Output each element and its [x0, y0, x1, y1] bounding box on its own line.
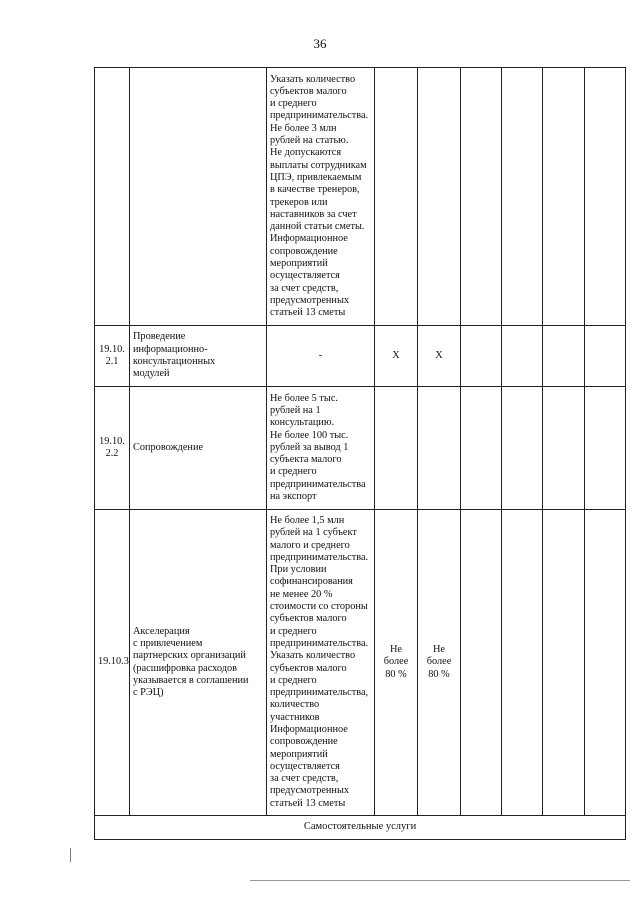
conditions-cell	[267, 68, 375, 326]
text-line: Сопровождение	[133, 441, 204, 453]
text-line: X	[435, 349, 443, 361]
text-line: 80 %	[428, 668, 450, 680]
empty-cell	[585, 68, 626, 326]
text-line: на экспорт	[270, 491, 317, 503]
text-line: количество	[270, 699, 320, 711]
text-line: малого и среднего	[270, 539, 350, 551]
rules-table	[94, 67, 626, 840]
text-line: предпринимательства.	[270, 551, 369, 563]
text-line: Информационное	[270, 723, 348, 735]
text-line: за счет средств,	[270, 773, 339, 785]
text-line: предпринимательства.	[270, 637, 369, 649]
text-line: указывается в соглашении	[133, 674, 249, 686]
text-line: сопровождение	[270, 245, 338, 257]
text-line: 2.1	[105, 356, 119, 367]
text-line: субъектов малого	[270, 662, 347, 674]
table-row	[95, 326, 626, 387]
text-line: с привлечением	[133, 637, 203, 649]
page-edge-line	[250, 880, 630, 881]
text-line: софинансирования	[270, 576, 353, 588]
empty-cell	[502, 510, 543, 816]
value-cell	[418, 326, 461, 387]
empty-cell	[543, 326, 585, 387]
empty-cell	[543, 68, 585, 326]
text-line: мероприятий	[270, 257, 328, 269]
text-line: При условии	[270, 564, 327, 576]
conditions-cell	[267, 510, 375, 816]
text-line: модулей	[133, 368, 170, 380]
empty-cell	[585, 387, 626, 510]
text-line: наставников за счет	[270, 208, 357, 220]
text-line: консультацию.	[270, 417, 335, 429]
text-line: трекеров или	[270, 196, 328, 208]
item-name-cell	[130, 326, 267, 387]
empty-cell	[502, 326, 543, 387]
text-line: Не	[389, 644, 402, 656]
text-line: данной статьи сметы.	[270, 221, 365, 233]
row-number-cell	[95, 510, 130, 816]
text-line: с РЭЦ)	[133, 687, 164, 699]
text-line: и среднего	[270, 625, 317, 637]
empty-cell	[418, 68, 461, 326]
table-row	[95, 387, 626, 510]
item-name-cell	[130, 510, 267, 816]
text-line: 19.10.3	[98, 656, 129, 668]
text-line: предусмотренных	[270, 294, 350, 306]
text-line: рублей за вывод 1	[270, 441, 349, 453]
text-line: Не более 5 тыс.	[270, 392, 338, 404]
text-line: Проведение	[133, 331, 186, 343]
table-row	[95, 816, 626, 840]
text-line: сопровождение	[270, 736, 338, 748]
text-line: субъектов малого	[270, 85, 347, 97]
conditions-cell	[267, 387, 375, 510]
text-line: статьей 13 сметы	[270, 307, 346, 319]
empty-cell	[502, 387, 543, 510]
text-line: и среднего	[270, 466, 317, 478]
text-line: 19.10.	[99, 435, 125, 447]
text-line: более	[426, 656, 452, 668]
page-number: 36	[313, 36, 327, 51]
text-line: субъектов малого	[270, 613, 347, 625]
text-line: субъекта малого	[270, 454, 342, 466]
text-line: Не более 1,5 млн	[270, 514, 345, 526]
text-line: X	[392, 349, 400, 361]
table-row	[95, 510, 626, 816]
text-line: 2.2	[105, 448, 119, 459]
text-line: Указать количество	[270, 73, 356, 85]
text-line: Информационное	[270, 233, 348, 245]
empty-cell	[461, 387, 502, 510]
empty-cell	[585, 510, 626, 816]
text-line: рублей на статью.	[270, 135, 349, 147]
scan-mark	[70, 848, 71, 862]
empty-cell	[585, 326, 626, 387]
row-number-cell	[95, 326, 130, 387]
text-line: рублей на 1	[270, 404, 321, 416]
text-line: (расшифровка расходов	[133, 662, 237, 674]
text-line: Не	[432, 644, 445, 656]
empty-cell	[461, 68, 502, 326]
empty-cell	[543, 510, 585, 816]
text-line: 80 %	[385, 668, 407, 680]
text-line: Не допускаются	[270, 147, 342, 159]
empty-cell	[375, 387, 418, 510]
empty-cell	[418, 387, 461, 510]
text-line: партнерских организаций	[133, 650, 246, 662]
table-row	[95, 68, 626, 326]
text-line: информационно-	[133, 343, 208, 355]
text-line: Не более 100 тыс.	[270, 429, 349, 441]
section-title: Самостоятельные услуги	[95, 816, 626, 840]
text-line: Указать количество	[270, 650, 356, 662]
text-line: предпринимательства.	[270, 110, 369, 122]
text-line: Акселерация	[133, 625, 190, 637]
text-line: консультационных	[133, 356, 216, 367]
text-line: за счет средств,	[270, 282, 339, 294]
text-line: 19.10.	[99, 343, 125, 355]
text-line: ЦПЭ, привлекаемым	[270, 171, 362, 183]
conditions-cell: -	[267, 326, 375, 387]
value-cell	[418, 510, 461, 816]
text-line: рублей на 1 субъект	[270, 527, 357, 539]
text-line: Не более 3 млн	[270, 122, 337, 134]
text-line: предпринимательства,	[270, 687, 369, 699]
text-line: не менее 20 %	[270, 588, 333, 600]
text-line: предусмотренных	[270, 785, 350, 797]
text-line: статьей 13 сметы	[270, 797, 346, 809]
empty-cell	[461, 326, 502, 387]
text-line: выплаты сотрудникам	[270, 159, 367, 171]
text-line: и среднего	[270, 98, 317, 110]
text-line: мероприятий	[270, 748, 328, 760]
empty-cell	[461, 510, 502, 816]
text-line: осуществляется	[270, 270, 340, 282]
item-name-cell	[130, 68, 267, 326]
row-number-cell	[95, 387, 130, 510]
text-line: осуществляется	[270, 760, 340, 772]
row-number-cell	[95, 68, 130, 326]
text-line: более	[383, 656, 409, 668]
text-line: и среднего	[270, 674, 317, 686]
item-name-cell	[130, 387, 267, 510]
value-cell	[375, 326, 418, 387]
text-line: предпринимательства	[270, 478, 366, 490]
empty-cell	[502, 68, 543, 326]
empty-cell	[375, 68, 418, 326]
empty-cell	[543, 387, 585, 510]
value-cell	[375, 510, 418, 816]
text-line: участников	[270, 711, 320, 723]
text-line: в качестве тренеров,	[270, 184, 360, 196]
text-line: стоимости со стороны	[270, 601, 368, 613]
